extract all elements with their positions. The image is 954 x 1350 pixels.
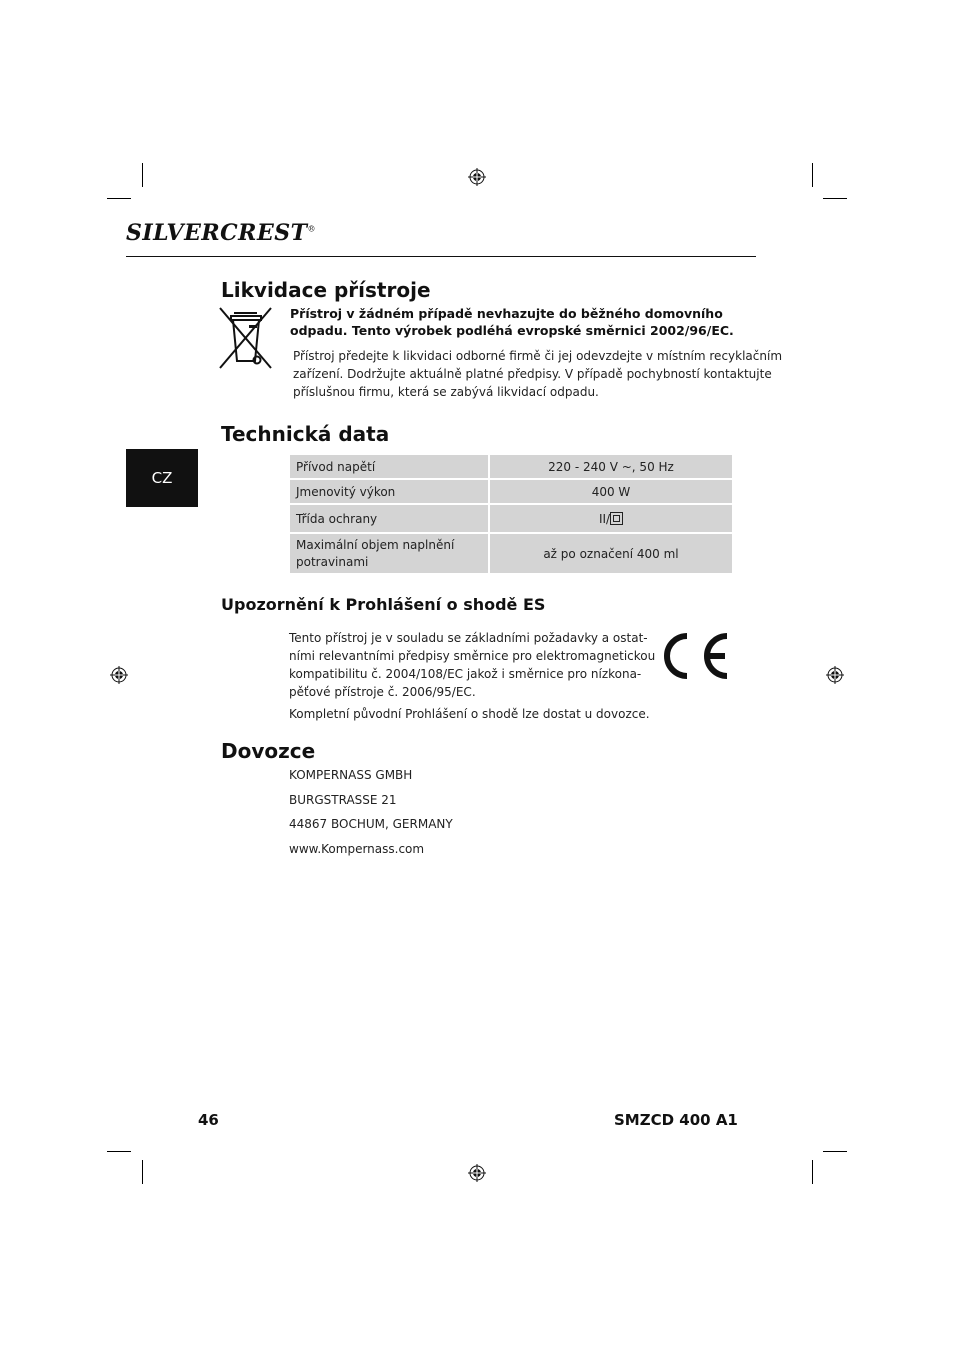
brand-logo-text: SILVERCREST [126, 220, 308, 246]
technical-data-table [290, 453, 732, 575]
disposal-warning-line: Přístroj v žádném případě nevhazujte do běžného domovního [290, 306, 723, 321]
table-cell-value: 400 W [488, 480, 732, 503]
disposal-heading: Likvidace přístroje [221, 278, 431, 302]
table-cell-label: Třída ochrany [290, 505, 488, 532]
importer-line: 44867 BOCHUM, GERMANY [289, 817, 453, 831]
importer-line: BURGSTRASSE 21 [289, 793, 397, 807]
table-cell-label-line: potravinami [296, 554, 369, 569]
registered-mark: ® [307, 224, 316, 234]
disposal-text-line: příslušnou firmu, která se zabývá likvidací odpadu. [293, 385, 599, 399]
crop-mark [107, 1151, 131, 1152]
crop-mark [142, 1160, 143, 1184]
ce-mark-icon [655, 630, 733, 682]
registration-mark-icon [110, 666, 128, 684]
model-number: SMZCD 400 A1 [614, 1111, 738, 1129]
importer-line: KOMPERNASS GMBH [289, 768, 413, 782]
table-cell-value: až po označení 400 ml [488, 534, 732, 573]
brand-logo [126, 220, 316, 246]
table-cell-value [488, 505, 732, 532]
crop-mark [812, 163, 813, 187]
crossed-out-wheelie-bin-icon [217, 305, 277, 373]
protection-class-text: II/ [598, 511, 611, 526]
disposal-text-line: Přístroj předejte k likvidaci odborné firmě či jej odevzdejte v místním recyklačním [293, 349, 783, 363]
conformity-text-line: kompatibilitu č. 2004/108/EC jakož i směrnice pro nízkona- [289, 667, 642, 681]
table-cell-value: 220 - 240 V ~, 50 Hz [488, 455, 732, 478]
table-row [290, 480, 732, 503]
table-row [290, 455, 732, 478]
conformity-text [289, 629, 655, 701]
conformity-heading: Upozornění k Prohlášení o shodě ES [221, 595, 546, 614]
registration-mark-icon [826, 666, 844, 684]
table-cell-label: Přívod napětí [290, 455, 488, 478]
registration-mark-icon [468, 168, 486, 186]
crop-mark [823, 1151, 847, 1152]
table-cell-label: Jmenovitý výkon [290, 480, 488, 503]
table-cell-label-line: Maximální objem naplnění [296, 537, 455, 552]
disposal-warning-line: odpadu. Tento výrobek podléhá evropské směrnici 2002/96/EC. [290, 323, 734, 338]
header-divider [126, 256, 756, 257]
language-tab: CZ [126, 449, 198, 507]
importer-heading: Dovozce [221, 739, 316, 763]
importer-website: www.Kompernass.com [289, 842, 425, 856]
crop-mark [812, 1160, 813, 1184]
crop-mark [142, 163, 143, 187]
crop-mark [823, 198, 847, 199]
protection-class-ii-icon [610, 512, 623, 525]
crop-mark [107, 198, 131, 199]
conformity-text-line: ními relevantními předpisy směrnice pro elektromagnetickou [289, 649, 656, 663]
table-row [290, 534, 732, 573]
page-number: 46 [198, 1111, 219, 1129]
disposal-warning [290, 305, 740, 339]
registration-mark-icon [468, 1164, 486, 1182]
conformity-text-line: Tento přístroj je v souladu se základními požadavky a ostat- [289, 631, 648, 645]
technical-heading: Technická data [221, 422, 390, 446]
conformity-note: Kompletní původní Prohlášení o shodě lze dostat u dovozce. [289, 707, 650, 721]
table-row [290, 505, 732, 532]
disposal-text-line: zařízení. Dodržujte aktuálně platné předpisy. V případě pochybností kontaktujte [293, 367, 772, 381]
table-cell-label [290, 534, 488, 573]
conformity-text-line: pěťové přístroje č. 2006/95/EC. [289, 685, 476, 699]
disposal-text [293, 347, 782, 401]
